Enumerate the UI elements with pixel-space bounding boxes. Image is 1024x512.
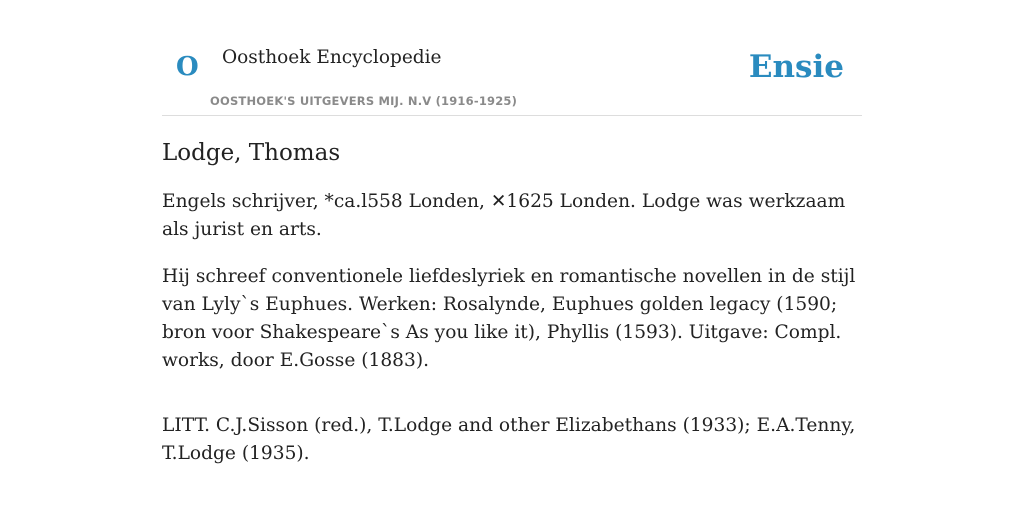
entry-title: Lodge, Thomas	[162, 140, 341, 166]
literature-paragraph: LITT. C.J.Sisson (red.), T.Lodge and other Elizabethans (1933); E.A.Tenny, T.Lodge (1935).	[162, 414, 856, 464]
site-header	[162, 44, 862, 116]
page	[162, 0, 862, 468]
site-subtitle: OOSTHOEK'S UITGEVERS MIJ. N.V (1916-1925)	[210, 94, 518, 108]
logo-icon[interactable]: O	[176, 52, 199, 82]
site-title[interactable]: Oosthoek Encyclopedie	[222, 47, 442, 68]
entry-content	[162, 140, 862, 468]
brand-logo-link[interactable]: Ensie	[748, 49, 844, 85]
entry-paragraph: Engels schrijver, *ca.l558 Londen, ✕1625 Londen. Lodge was werkzaam als jurist en arts.	[162, 190, 846, 240]
entry-paragraph: Hij schreef conventionele liefdeslyriek en romantische novellen in de stijl van Lyly`s Euphues. Werken: Rosalynde, Euphues golden legacy (1590; bron voor Shakespeare`s As you like it), Phyllis (1593). Uitgave: Compl. works, door E.Gosse (1883).	[162, 265, 856, 371]
